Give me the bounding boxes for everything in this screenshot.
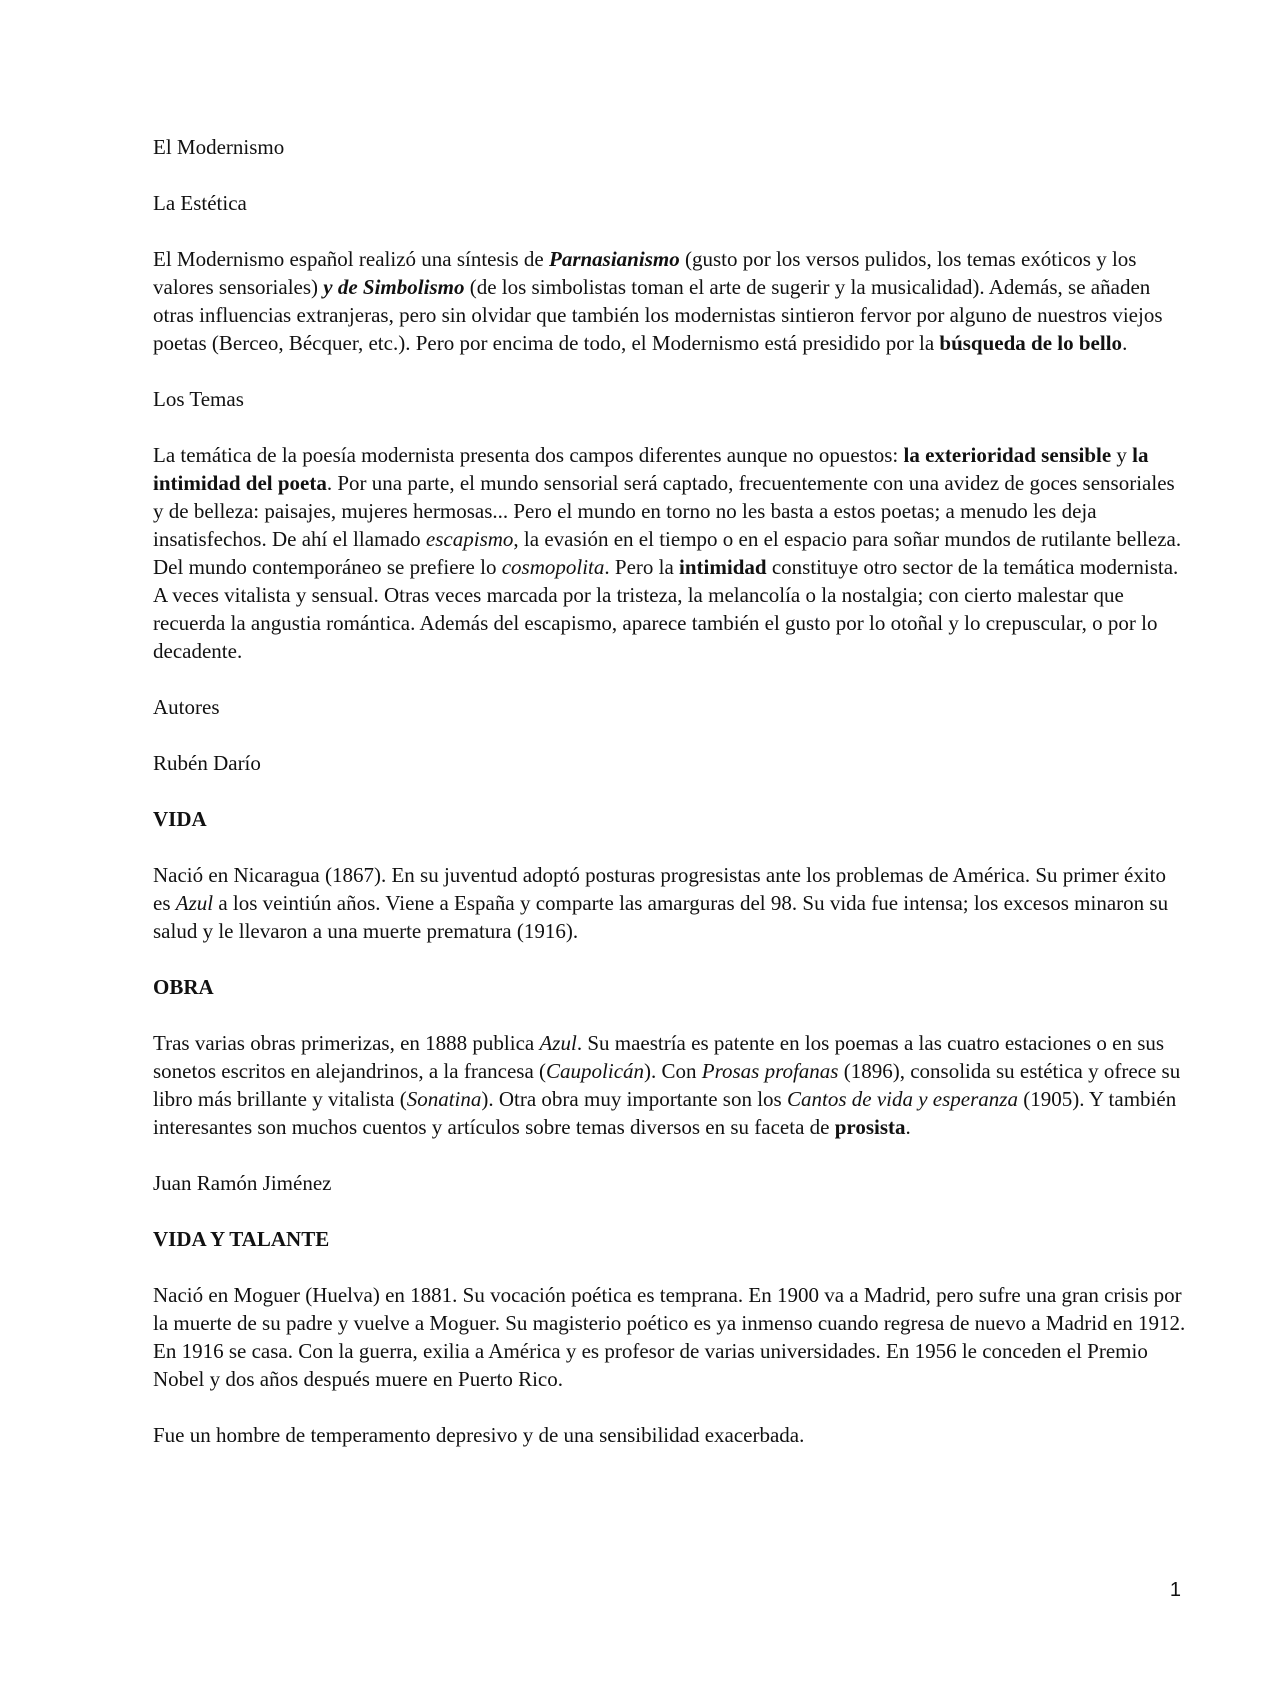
heading-la-estetica: La Estética	[153, 191, 247, 215]
paragraph-dario-vida: Nació en Nicaragua (1867). En su juventud adoptó posturas progresistas ante los problemas de América. Su primer éxito es Azul a los veintiún años. Viene a España y comparte las amarguras del 98. Su vida fue intensa; los excesos minaron su salud y le llevaron a una muerte prematura (1916).	[153, 863, 1169, 943]
paragraph-estetica: El Modernismo español realizó una síntesis de Parnasianismo (gusto por los versos pulidos, los temas exóticos y los valores sensoriales) y de Simbolismo (de los simbolistas toman el arte de sugerir y la musicalidad). Además, se añaden otras influencias extranjeras, pero sin olvidar que también los modernistas sintieron fervor por alguno de nuestros viejos poetas (Berceo, Bécquer, etc.). Pero por encima de todo, el Modernismo está presidido por la búsqueda de lo bello.	[153, 247, 1163, 355]
heading-obra: OBRA	[153, 975, 214, 999]
author-name-dario: Rubén Darío	[153, 751, 261, 775]
author-name-jimenez: Juan Ramón Jiménez	[153, 1171, 332, 1195]
paragraph-jimenez-temperamento: Fue un hombre de temperamento depresivo y de una sensibilidad exacerbada.	[153, 1423, 805, 1447]
heading-vida-y-talante: VIDA Y TALANTE	[153, 1227, 330, 1251]
heading-autores: Autores	[153, 695, 220, 719]
heading-vida: VIDA	[153, 807, 207, 831]
page-number: 1	[1169, 1579, 1181, 1601]
heading-los-temas: Los Temas	[153, 387, 244, 411]
paragraph-dario-obra: Tras varias obras primerizas, en 1888 publica Azul. Su maestría es patente en los poemas a las cuatro estaciones o en sus sonetos escritos en alejandrinos, a la francesa (Caupolicán). Con Prosas profanas (1896), consolida su estética y ofrece su libro más brillante y vitalista (Sonatina). Otra obra muy importante son los Cantos de vida y esperanza (1905). Y también interesantes son muchos cuentos y artículos sobre temas diversos en su faceta de prosista.	[153, 1031, 1181, 1139]
paragraph-jimenez-vida: Nació en Moguer (Huelva) en 1881. Su vocación poética es temprana. En 1900 va a Madrid, pero sufre una gran crisis por la muerte de su padre y vuelve a Moguer. Su magisterio poético es ya inmenso cuando regresa de nuevo a Madrid en 1912. En 1916 se casa. Con la guerra, exilia a América y es profesor de varias universidades. En 1956 le conceden el Premio Nobel y dos años después muere en Puerto Rico.	[153, 1283, 1186, 1391]
paragraph-temas: La temática de la poesía modernista presenta dos campos diferentes aunque no opuestos: la exterioridad sensible y la intimidad del poeta. Por una parte, el mundo sensorial será captado, frecuentemente con una avidez de goces sensoriales y de belleza: paisajes, mujeres hermosas... Pero el mundo en torno no les basta a estos poetas; a menudo les deja insatisfechos. De ahí el llamado escapismo, la evasión en el tiempo o en el espacio para soñar mundos de rutilante belleza. Del mundo contemporáneo se prefiere lo cosmopolita. Pero la intimidad constituye otro sector de la temática modernista. A veces vitalista y sensual. Otras veces marcada por la tristeza, la melancolía o la nostalgia; con cierto malestar que recuerda la angustia romántica. Además del escapismo, aparece también el gusto por lo otoñal y lo crepuscular, o por lo decadente.	[153, 443, 1182, 663]
document-body	[153, 133, 1188, 1477]
document-title: El Modernismo	[153, 135, 285, 159]
